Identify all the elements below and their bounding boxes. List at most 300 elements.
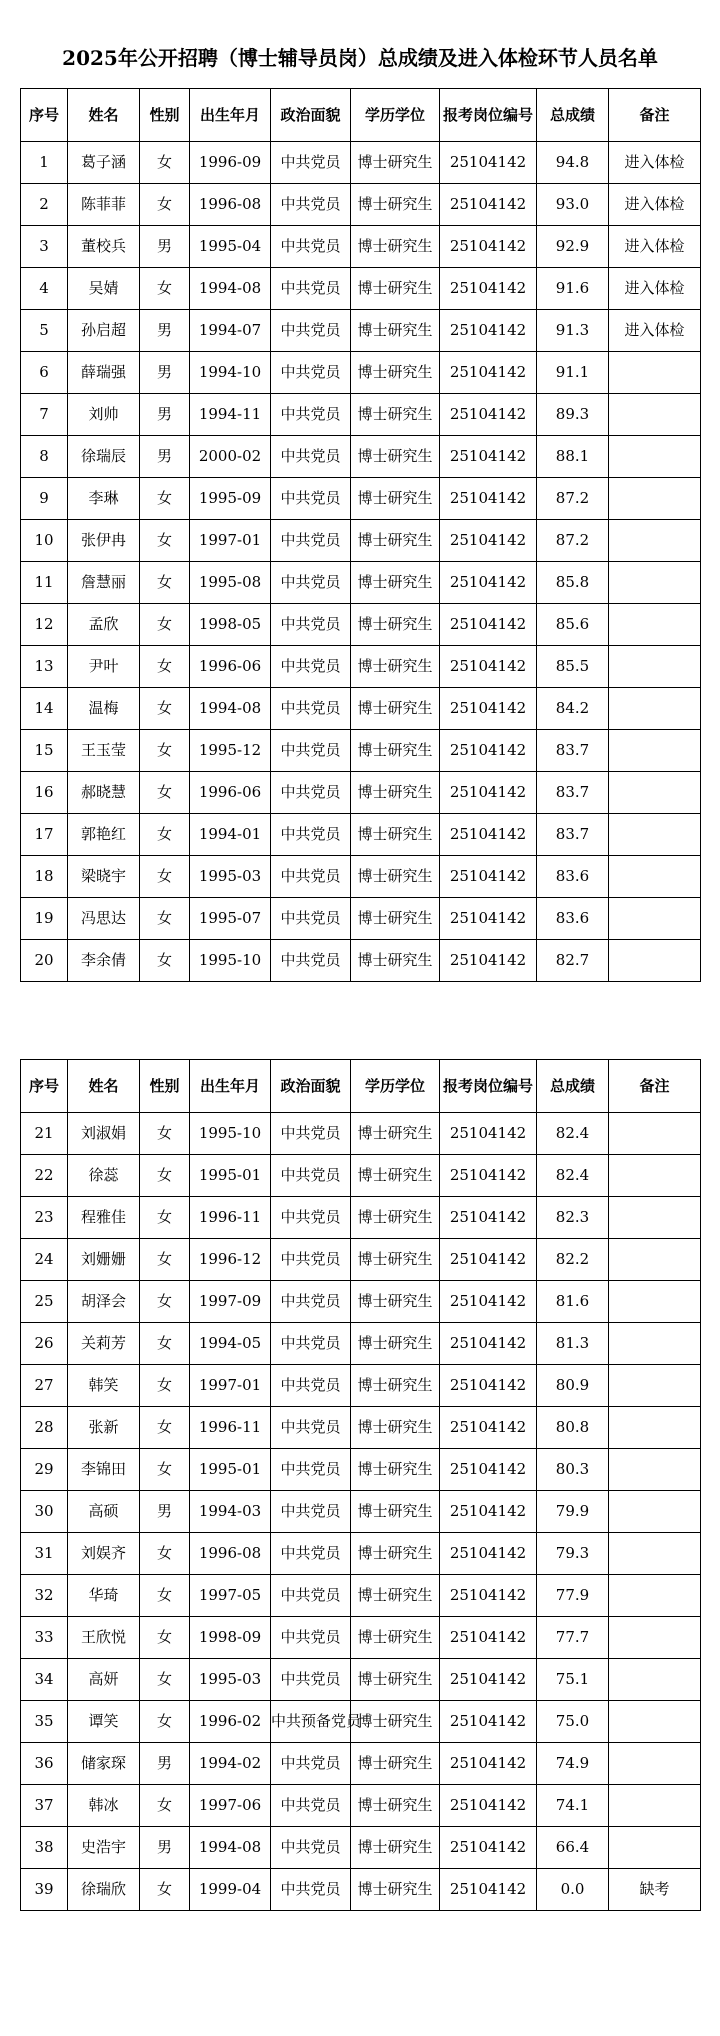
cell-gender: 女 — [140, 1659, 190, 1701]
cell-post: 25104142 — [440, 478, 537, 520]
cell-no: 10 — [21, 520, 68, 562]
cell-political: 中共预备党员 — [271, 1701, 351, 1743]
cell-no: 32 — [21, 1575, 68, 1617]
cell-score: 85.5 — [537, 646, 609, 688]
table-row — [21, 898, 701, 940]
cell-no: 5 — [21, 310, 68, 352]
cell-gender: 女 — [140, 1575, 190, 1617]
cell-name: 刘娱齐 — [68, 1533, 140, 1575]
cell-no: 17 — [21, 814, 68, 856]
cell-political: 中共党员 — [271, 1365, 351, 1407]
cell-birth: 1996-08 — [190, 184, 271, 226]
table-row — [21, 1827, 701, 1869]
header-note: 备注 — [609, 1060, 701, 1113]
cell-post: 25104142 — [440, 1533, 537, 1575]
table-row — [21, 394, 701, 436]
table-row — [21, 310, 701, 352]
cell-no: 30 — [21, 1491, 68, 1533]
cell-political: 中共党员 — [271, 646, 351, 688]
cell-no: 13 — [21, 646, 68, 688]
cell-score: 83.6 — [537, 856, 609, 898]
cell-education: 博士研究生 — [351, 562, 440, 604]
table-row — [21, 1701, 701, 1743]
cell-name: 刘姗姗 — [68, 1239, 140, 1281]
cell-post: 25104142 — [440, 1785, 537, 1827]
cell-no: 6 — [21, 352, 68, 394]
table-row — [21, 646, 701, 688]
cell-birth: 1998-09 — [190, 1617, 271, 1659]
cell-score: 74.1 — [537, 1785, 609, 1827]
cell-birth: 1995-01 — [190, 1155, 271, 1197]
cell-gender: 男 — [140, 436, 190, 478]
cell-score: 83.6 — [537, 898, 609, 940]
cell-score: 92.9 — [537, 226, 609, 268]
header-no: 序号 — [21, 89, 68, 142]
table-row — [21, 1113, 701, 1155]
cell-education: 博士研究生 — [351, 310, 440, 352]
header-row — [21, 1060, 701, 1113]
cell-gender: 女 — [140, 142, 190, 184]
cell-name: 华琦 — [68, 1575, 140, 1617]
cell-birth: 1994-02 — [190, 1743, 271, 1785]
header-political: 政治面貌 — [271, 1060, 351, 1113]
cell-note — [609, 1533, 701, 1575]
cell-post: 25104142 — [440, 940, 537, 982]
cell-name: 王欣悦 — [68, 1617, 140, 1659]
cell-birth: 1995-09 — [190, 478, 271, 520]
cell-score: 91.3 — [537, 310, 609, 352]
cell-gender: 女 — [140, 1785, 190, 1827]
cell-political: 中共党员 — [271, 1785, 351, 1827]
cell-political: 中共党员 — [271, 772, 351, 814]
cell-political: 中共党员 — [271, 1491, 351, 1533]
cell-note — [609, 730, 701, 772]
cell-no: 31 — [21, 1533, 68, 1575]
cell-name: 张伊冉 — [68, 520, 140, 562]
cell-birth: 1997-09 — [190, 1281, 271, 1323]
cell-political: 中共党员 — [271, 1533, 351, 1575]
cell-gender: 女 — [140, 1701, 190, 1743]
cell-birth: 1995-10 — [190, 1113, 271, 1155]
header-note: 备注 — [609, 89, 701, 142]
cell-education: 博士研究生 — [351, 478, 440, 520]
cell-score: 66.4 — [537, 1827, 609, 1869]
header-row — [21, 89, 701, 142]
cell-gender: 女 — [140, 772, 190, 814]
cell-education: 博士研究生 — [351, 814, 440, 856]
cell-name: 徐瑞欣 — [68, 1869, 140, 1911]
cell-no: 2 — [21, 184, 68, 226]
cell-note — [609, 1743, 701, 1785]
cell-education: 博士研究生 — [351, 1365, 440, 1407]
document-title: 2025年公开招聘（博士辅导员岗）总成绩及进入体检环节人员名单 — [62, 46, 658, 70]
header-gender: 性别 — [140, 1060, 190, 1113]
cell-note — [609, 1323, 701, 1365]
cell-note — [609, 646, 701, 688]
cell-birth: 1996-12 — [190, 1239, 271, 1281]
cell-education: 博士研究生 — [351, 1449, 440, 1491]
cell-political: 中共党员 — [271, 940, 351, 982]
cell-no: 39 — [21, 1869, 68, 1911]
cell-score: 82.3 — [537, 1197, 609, 1239]
cell-political: 中共党员 — [271, 730, 351, 772]
cell-post: 25104142 — [440, 604, 537, 646]
cell-birth: 1994-11 — [190, 394, 271, 436]
cell-no: 28 — [21, 1407, 68, 1449]
cell-post: 25104142 — [440, 898, 537, 940]
header-birth: 出生年月 — [190, 89, 271, 142]
cell-note — [609, 1701, 701, 1743]
cell-no: 25 — [21, 1281, 68, 1323]
cell-education: 博士研究生 — [351, 1659, 440, 1701]
table-row — [21, 1155, 701, 1197]
cell-gender: 女 — [140, 856, 190, 898]
cell-political: 中共党员 — [271, 1113, 351, 1155]
cell-note: 缺考 — [609, 1869, 701, 1911]
cell-education: 博士研究生 — [351, 1281, 440, 1323]
cell-name: 高硕 — [68, 1491, 140, 1533]
cell-gender: 女 — [140, 1869, 190, 1911]
cell-score: 83.7 — [537, 814, 609, 856]
cell-name: 董校兵 — [68, 226, 140, 268]
cell-name: 李余倩 — [68, 940, 140, 982]
cell-no: 34 — [21, 1659, 68, 1701]
cell-score: 82.4 — [537, 1155, 609, 1197]
cell-score: 82.2 — [537, 1239, 609, 1281]
cell-score: 91.6 — [537, 268, 609, 310]
header-post: 报考岗位编号 — [440, 89, 537, 142]
cell-note — [609, 856, 701, 898]
table-row — [21, 478, 701, 520]
cell-note — [609, 478, 701, 520]
header-gender: 性别 — [140, 89, 190, 142]
cell-note — [609, 814, 701, 856]
header-name: 姓名 — [68, 89, 140, 142]
cell-name: 刘帅 — [68, 394, 140, 436]
cell-political: 中共党员 — [271, 1197, 351, 1239]
header-score: 总成绩 — [537, 1060, 609, 1113]
cell-no: 22 — [21, 1155, 68, 1197]
cell-note: 进入体检 — [609, 184, 701, 226]
cell-score: 82.7 — [537, 940, 609, 982]
table-row — [21, 1407, 701, 1449]
cell-gender: 男 — [140, 352, 190, 394]
header-education: 学历学位 — [351, 89, 440, 142]
cell-note — [609, 1155, 701, 1197]
cell-post: 25104142 — [440, 1197, 537, 1239]
cell-education: 博士研究生 — [351, 436, 440, 478]
header-no: 序号 — [21, 1060, 68, 1113]
cell-education: 博士研究生 — [351, 142, 440, 184]
cell-no: 7 — [21, 394, 68, 436]
cell-name: 葛子涵 — [68, 142, 140, 184]
cell-post: 25104142 — [440, 1155, 537, 1197]
table-row — [21, 1239, 701, 1281]
cell-gender: 女 — [140, 1197, 190, 1239]
cell-gender: 女 — [140, 478, 190, 520]
cell-education: 博士研究生 — [351, 352, 440, 394]
cell-birth: 1994-08 — [190, 688, 271, 730]
table-row — [21, 1659, 701, 1701]
table-row — [21, 1785, 701, 1827]
cell-post: 25104142 — [440, 310, 537, 352]
cell-gender: 女 — [140, 1239, 190, 1281]
cell-name: 关莉芳 — [68, 1323, 140, 1365]
cell-birth: 1994-05 — [190, 1323, 271, 1365]
cell-score: 83.7 — [537, 730, 609, 772]
header-education: 学历学位 — [351, 1060, 440, 1113]
cell-birth: 1994-10 — [190, 352, 271, 394]
cell-note — [609, 562, 701, 604]
cell-score: 91.1 — [537, 352, 609, 394]
cell-gender: 女 — [140, 814, 190, 856]
cell-no: 9 — [21, 478, 68, 520]
cell-political: 中共党员 — [271, 604, 351, 646]
cell-post: 25104142 — [440, 436, 537, 478]
cell-education: 博士研究生 — [351, 394, 440, 436]
cell-post: 25104142 — [440, 1491, 537, 1533]
cell-score: 85.6 — [537, 604, 609, 646]
cell-birth: 1996-11 — [190, 1407, 271, 1449]
cell-score: 77.7 — [537, 1617, 609, 1659]
cell-note — [609, 1575, 701, 1617]
cell-gender: 女 — [140, 1617, 190, 1659]
cell-name: 李锦田 — [68, 1449, 140, 1491]
cell-note — [609, 1365, 701, 1407]
cell-gender: 男 — [140, 1491, 190, 1533]
cell-post: 25104142 — [440, 142, 537, 184]
cell-gender: 男 — [140, 394, 190, 436]
cell-political: 中共党员 — [271, 142, 351, 184]
cell-gender: 男 — [140, 310, 190, 352]
cell-name: 薛瑞强 — [68, 352, 140, 394]
cell-education: 博士研究生 — [351, 1407, 440, 1449]
cell-political: 中共党员 — [271, 1659, 351, 1701]
cell-score: 84.2 — [537, 688, 609, 730]
cell-political: 中共党员 — [271, 1281, 351, 1323]
cell-post: 25104142 — [440, 856, 537, 898]
cell-post: 25104142 — [440, 520, 537, 562]
cell-no: 15 — [21, 730, 68, 772]
cell-gender: 女 — [140, 730, 190, 772]
cell-education: 博士研究生 — [351, 940, 440, 982]
cell-name: 梁晓宇 — [68, 856, 140, 898]
cell-score: 79.3 — [537, 1533, 609, 1575]
cell-gender: 女 — [140, 1449, 190, 1491]
cell-education: 博士研究生 — [351, 604, 440, 646]
cell-score: 80.8 — [537, 1407, 609, 1449]
cell-name: 程雅佳 — [68, 1197, 140, 1239]
cell-note: 进入体检 — [609, 310, 701, 352]
cell-score: 0.0 — [537, 1869, 609, 1911]
cell-gender: 女 — [140, 562, 190, 604]
cell-name: 陈菲菲 — [68, 184, 140, 226]
cell-note — [609, 1491, 701, 1533]
cell-no: 23 — [21, 1197, 68, 1239]
cell-score: 85.8 — [537, 562, 609, 604]
cell-note: 进入体检 — [609, 226, 701, 268]
cell-political: 中共党员 — [271, 1827, 351, 1869]
cell-education: 博士研究生 — [351, 1827, 440, 1869]
cell-note — [609, 1449, 701, 1491]
cell-political: 中共党员 — [271, 1617, 351, 1659]
cell-political: 中共党员 — [271, 1575, 351, 1617]
cell-note: 进入体检 — [609, 268, 701, 310]
cell-no: 21 — [21, 1113, 68, 1155]
cell-political: 中共党员 — [271, 520, 351, 562]
header-score: 总成绩 — [537, 89, 609, 142]
cell-education: 博士研究生 — [351, 1197, 440, 1239]
header-political: 政治面貌 — [271, 89, 351, 142]
cell-birth: 1995-10 — [190, 940, 271, 982]
cell-post: 25104142 — [440, 1113, 537, 1155]
cell-note — [609, 940, 701, 982]
cell-birth: 1996-06 — [190, 772, 271, 814]
cell-gender: 女 — [140, 898, 190, 940]
cell-post: 25104142 — [440, 1323, 537, 1365]
table-row — [21, 184, 701, 226]
table-row — [21, 1197, 701, 1239]
cell-gender: 女 — [140, 1533, 190, 1575]
cell-education: 博士研究生 — [351, 1239, 440, 1281]
cell-name: 冯思达 — [68, 898, 140, 940]
cell-gender: 女 — [140, 520, 190, 562]
cell-birth: 1997-06 — [190, 1785, 271, 1827]
cell-note — [609, 688, 701, 730]
cell-note — [609, 1113, 701, 1155]
cell-name: 张新 — [68, 1407, 140, 1449]
cell-note — [609, 1197, 701, 1239]
cell-birth: 1994-08 — [190, 268, 271, 310]
cell-no: 19 — [21, 898, 68, 940]
cell-no: 29 — [21, 1449, 68, 1491]
cell-note — [609, 520, 701, 562]
cell-education: 博士研究生 — [351, 898, 440, 940]
cell-political: 中共党员 — [271, 1869, 351, 1911]
cell-political: 中共党员 — [271, 898, 351, 940]
cell-score: 75.1 — [537, 1659, 609, 1701]
cell-name: 孟欣 — [68, 604, 140, 646]
cell-birth: 1996-06 — [190, 646, 271, 688]
cell-note — [609, 772, 701, 814]
cell-gender: 女 — [140, 268, 190, 310]
cell-score: 89.3 — [537, 394, 609, 436]
cell-birth: 1994-07 — [190, 310, 271, 352]
table-row — [21, 226, 701, 268]
cell-birth: 1996-08 — [190, 1533, 271, 1575]
cell-name: 徐蕊 — [68, 1155, 140, 1197]
cell-name: 徐瑞辰 — [68, 436, 140, 478]
cell-birth: 1997-01 — [190, 520, 271, 562]
cell-political: 中共党员 — [271, 1407, 351, 1449]
results-table-1 — [20, 88, 701, 982]
cell-post: 25104142 — [440, 772, 537, 814]
table-row — [21, 604, 701, 646]
cell-post: 25104142 — [440, 1575, 537, 1617]
cell-score: 83.7 — [537, 772, 609, 814]
cell-score: 93.0 — [537, 184, 609, 226]
cell-note: 进入体检 — [609, 142, 701, 184]
table-row — [21, 1533, 701, 1575]
cell-gender: 女 — [140, 1365, 190, 1407]
cell-gender: 女 — [140, 940, 190, 982]
cell-post: 25104142 — [440, 1659, 537, 1701]
cell-birth: 2000-02 — [190, 436, 271, 478]
cell-post: 25104142 — [440, 1281, 537, 1323]
table-row — [21, 142, 701, 184]
cell-note — [609, 898, 701, 940]
cell-name: 王玉莹 — [68, 730, 140, 772]
cell-education: 博士研究生 — [351, 1701, 440, 1743]
cell-post: 25104142 — [440, 1701, 537, 1743]
cell-note — [609, 1281, 701, 1323]
cell-score: 82.4 — [537, 1113, 609, 1155]
cell-birth: 1997-01 — [190, 1365, 271, 1407]
cell-political: 中共党员 — [271, 1743, 351, 1785]
cell-post: 25104142 — [440, 646, 537, 688]
cell-name: 储家琛 — [68, 1743, 140, 1785]
cell-political: 中共党员 — [271, 1155, 351, 1197]
cell-birth: 1995-07 — [190, 898, 271, 940]
table-row — [21, 1491, 701, 1533]
cell-no: 8 — [21, 436, 68, 478]
cell-birth: 1996-11 — [190, 1197, 271, 1239]
results-table-2 — [20, 1059, 701, 1911]
cell-birth: 1996-09 — [190, 142, 271, 184]
cell-political: 中共党员 — [271, 478, 351, 520]
cell-score: 81.6 — [537, 1281, 609, 1323]
cell-education: 博士研究生 — [351, 1491, 440, 1533]
cell-education: 博士研究生 — [351, 1785, 440, 1827]
cell-birth: 1995-03 — [190, 1659, 271, 1701]
cell-post: 25104142 — [440, 268, 537, 310]
cell-gender: 女 — [140, 1155, 190, 1197]
cell-education: 博士研究生 — [351, 520, 440, 562]
cell-no: 26 — [21, 1323, 68, 1365]
cell-political: 中共党员 — [271, 562, 351, 604]
cell-birth: 1995-08 — [190, 562, 271, 604]
cell-education: 博士研究生 — [351, 772, 440, 814]
cell-gender: 女 — [140, 1281, 190, 1323]
header-name: 姓名 — [68, 1060, 140, 1113]
cell-birth: 1995-01 — [190, 1449, 271, 1491]
cell-education: 博士研究生 — [351, 268, 440, 310]
cell-gender: 女 — [140, 184, 190, 226]
cell-score: 94.8 — [537, 142, 609, 184]
cell-birth: 1997-05 — [190, 1575, 271, 1617]
cell-education: 博士研究生 — [351, 730, 440, 772]
cell-education: 博士研究生 — [351, 688, 440, 730]
cell-no: 36 — [21, 1743, 68, 1785]
cell-political: 中共党员 — [271, 1449, 351, 1491]
cell-political: 中共党员 — [271, 856, 351, 898]
cell-name: 高妍 — [68, 1659, 140, 1701]
cell-name: 刘淑娟 — [68, 1113, 140, 1155]
cell-birth: 1998-05 — [190, 604, 271, 646]
cell-gender: 男 — [140, 1827, 190, 1869]
cell-gender: 女 — [140, 1407, 190, 1449]
cell-note — [609, 604, 701, 646]
table-row — [21, 1323, 701, 1365]
cell-education: 博士研究生 — [351, 1533, 440, 1575]
cell-name: 詹慧丽 — [68, 562, 140, 604]
table-row — [21, 352, 701, 394]
cell-score: 79.9 — [537, 1491, 609, 1533]
cell-post: 25104142 — [440, 688, 537, 730]
table-row — [21, 814, 701, 856]
cell-note — [609, 394, 701, 436]
cell-post: 25104142 — [440, 1239, 537, 1281]
